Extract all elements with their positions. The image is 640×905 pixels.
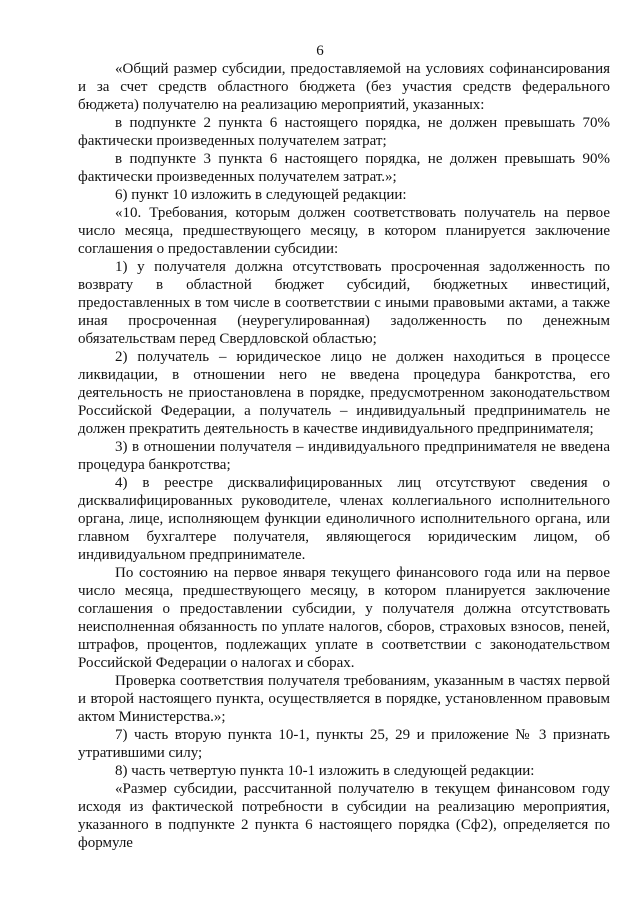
- paragraph-compliance-check: Проверка соответствия получателя требованиям, указанным в частях первой и второй настоящего пункта, осуществляется в порядке, установленном правовым актом Министерства.»;: [78, 673, 610, 725]
- paragraph-subitem-3-limit: в подпункте 3 пункта 6 настоящего порядка, не должен превышать 90% фактически произведенных получателем затрат.»;: [78, 151, 610, 185]
- paragraph-total-subsidy: «Общий размер субсидии, предоставляемой на условиях софинансирования и за счет средств областного бюджета (без участия средств федерального бюджета) получателю на реализацию мероприятий, указанных:: [78, 61, 610, 113]
- paragraph-subitem-2-limit: в подпункте 2 пункта 6 настоящего порядка, не должен превышать 70% фактически произведенных получателем затрат;: [78, 115, 610, 149]
- paragraph-subsidy-size: «Размер субсидии, рассчитанной получателю в текущем финансовом году исходя из фактической потребности в субсидии на реализацию мероприятия, указанного в подпункте 2 пункта 6 настоящего порядка (Сф2), определяется по формуле: [78, 781, 610, 851]
- document-body: [78, 60, 610, 852]
- paragraph-tax-obligations: По состоянию на первое января текущего финансового года или на первое число месяца, предшествующего месяцу, в котором планируется заключение соглашения о предоставлении субсидии, у получателя должна отсутствовать неисполненная обязанность по уплате налогов, сборов, страховых взносов, пеней, штрафов, процентов, подлежащих уплате в соответствии с законодательством Российской Федерации о налогах и сборах.: [78, 565, 610, 671]
- paragraph-requirement-1: 1) у получателя должна отсутствовать просроченная задолженность по возврату в областной бюджет субсидий, бюджетных инвестиций, предоставленных в том числе в соответствии с иными правовыми актами, а также иная просроченная (неурегулированная) задолженность по денежным обязательствам перед Свердловской областью;: [78, 259, 610, 347]
- paragraph-requirements: «10. Требования, которым должен соответствовать получатель на первое число месяца, предшествующего месяцу, в котором планируется заключение соглашения о предоставлении субсидии:: [78, 205, 610, 257]
- paragraph-item-6: 6) пункт 10 изложить в следующей редакции:: [115, 187, 407, 203]
- paragraph-item-8: 8) часть четвертую пункта 10-1 изложить в следующей редакции:: [115, 763, 535, 779]
- paragraph-requirement-4: 4) в реестре дисквалифицированных лиц отсутствуют сведения о дисквалифицированных руководителе, членах коллегиального исполнительного органа, лице, исполняющем функции единоличного исполнительного органа, или главном бухгалтере получателя, являющегося юридическим лицом, об индивидуальном предпринимателе.: [78, 475, 610, 563]
- paragraph-item-7: 7) часть вторую пункта 10-1, пункты 25, 29 и приложение № 3 признать утратившими силу;: [78, 727, 610, 761]
- paragraph-requirement-2: 2) получатель – юридическое лицо не должен находиться в процессе ликвидации, в отношении него не введена процедура банкротства, его деятельность не приостановлена в порядке, предусмотренном законодательством Российской Федерации, а получатель – индивидуальный предприниматель не должен прекратить деятельность в качестве индивидуального предпринимателя;: [78, 349, 610, 437]
- page-number: 6: [316, 43, 324, 59]
- paragraph-requirement-3: 3) в отношении получателя – индивидуального предпринимателя не введена процедура банкротства;: [78, 439, 610, 473]
